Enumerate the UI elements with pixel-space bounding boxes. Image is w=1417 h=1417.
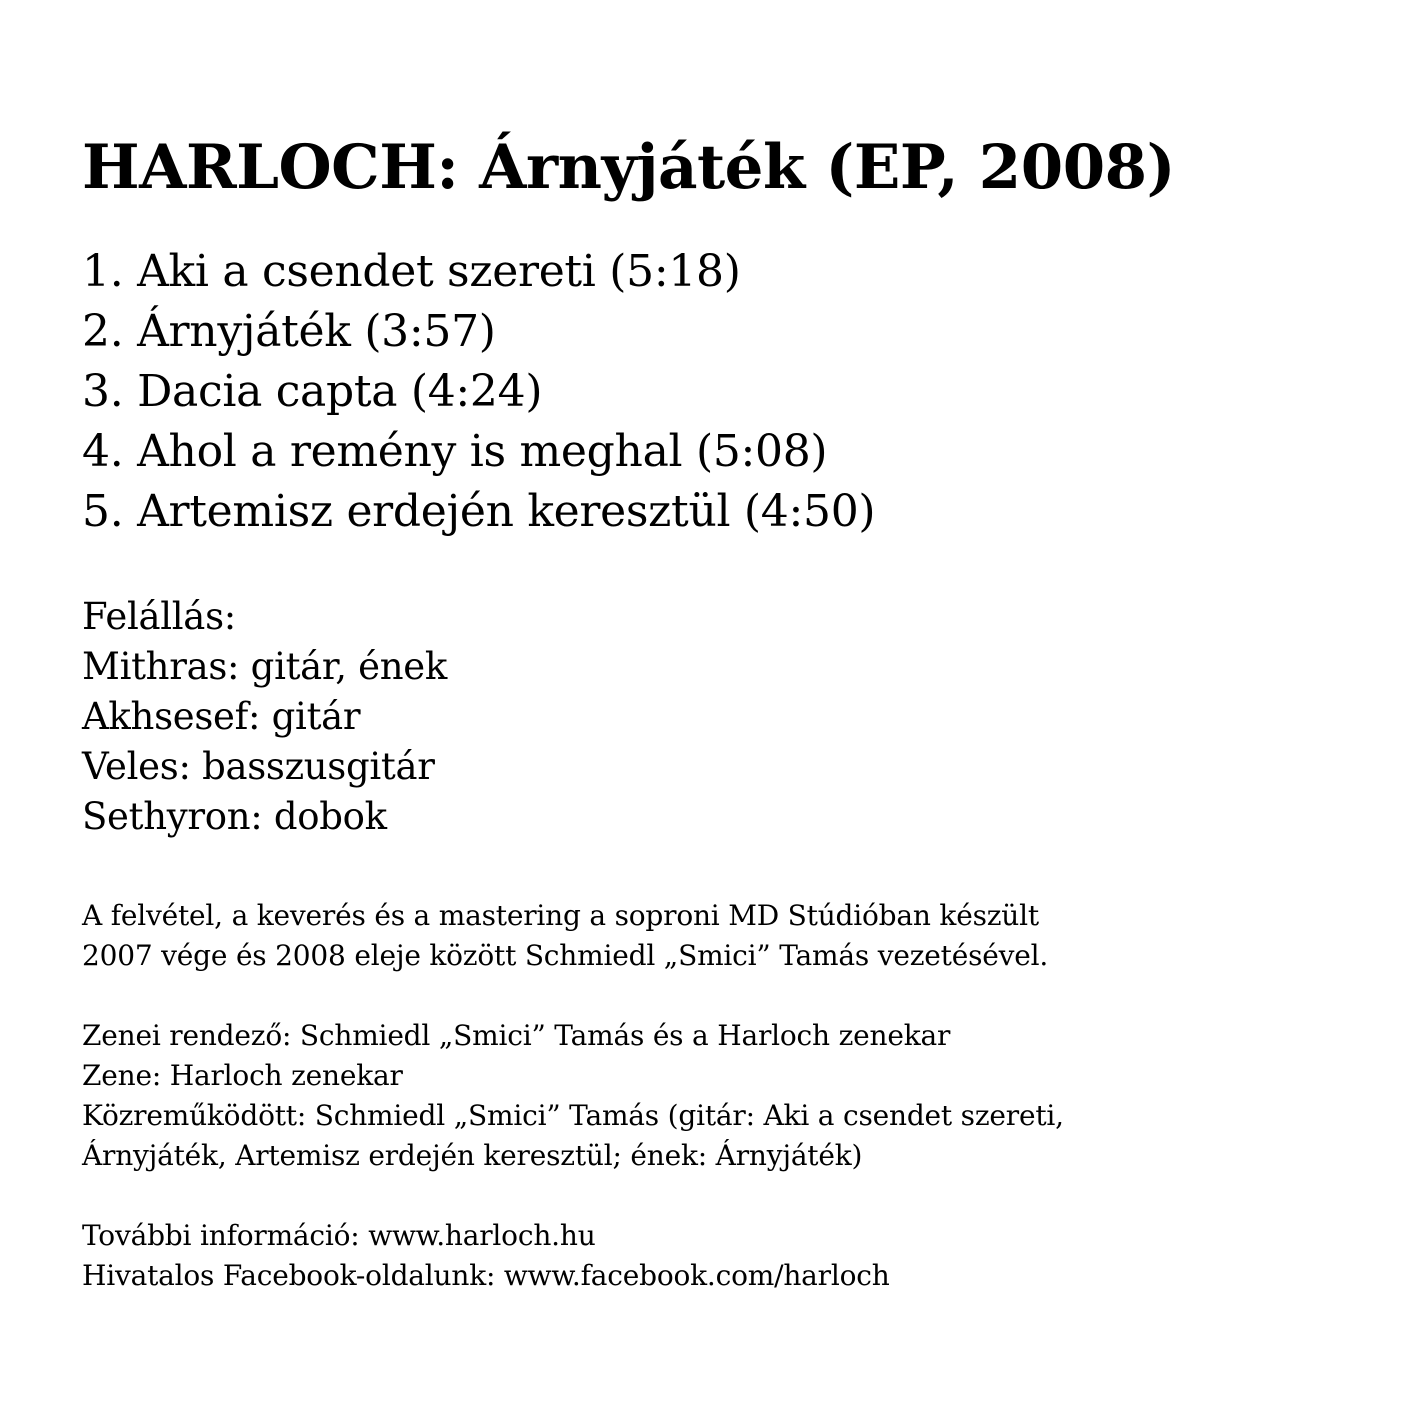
lineup-heading: Felállás: bbox=[82, 595, 236, 638]
facebook-line: Hivatalos Facebook-oldalunk: www.facebook.com/harloch bbox=[82, 1259, 890, 1292]
recording-line: 2007 vége és 2008 eleje között Schmiedl „Smici” Tamás vezetésével. bbox=[82, 939, 1049, 972]
lineup-member: Mithras: gitár, ének bbox=[82, 645, 448, 688]
lineup-member: Akhsesef: gitár bbox=[82, 695, 361, 738]
lineup-member: Veles: basszusgitár bbox=[82, 745, 435, 788]
credit-line: Közreműködött: Schmiedl „Smici” Tamás (gitár: Aki a csendet szereti, bbox=[82, 1099, 1064, 1132]
credits-section bbox=[82, 1016, 1064, 1176]
credit-line: Árnyjáték, Artemisz erdején keresztül; ének: Árnyjáték) bbox=[82, 1139, 863, 1172]
credit-line: Zene: Harloch zenekar bbox=[82, 1059, 403, 1092]
track-item: 5. Artemisz erdején keresztül (4:50) bbox=[82, 486, 876, 537]
recording-info bbox=[82, 896, 1048, 976]
tracklist bbox=[82, 242, 875, 542]
track-item: 2. Árnyjáték (3:57) bbox=[82, 306, 496, 357]
track-item: 3. Dacia capta (4:24) bbox=[82, 366, 543, 417]
links-section bbox=[82, 1216, 890, 1296]
website-line: További információ: www.harloch.hu bbox=[82, 1219, 596, 1252]
lineup-section bbox=[82, 592, 447, 842]
track-item: 1. Aki a csendet szereti (5:18) bbox=[82, 246, 741, 297]
lineup-member: Sethyron: dobok bbox=[82, 795, 387, 838]
track-item: 4. Ahol a remény is meghal (5:08) bbox=[82, 426, 828, 477]
recording-line: A felvétel, a keverés és a mastering a soproni MD Stúdióban készült bbox=[82, 899, 1039, 932]
credit-line: Zenei rendező: Schmiedl „Smici” Tamás és a Harloch zenekar bbox=[82, 1019, 951, 1052]
album-title: HARLOCH: Árnyjáték (EP, 2008) bbox=[82, 132, 1175, 203]
